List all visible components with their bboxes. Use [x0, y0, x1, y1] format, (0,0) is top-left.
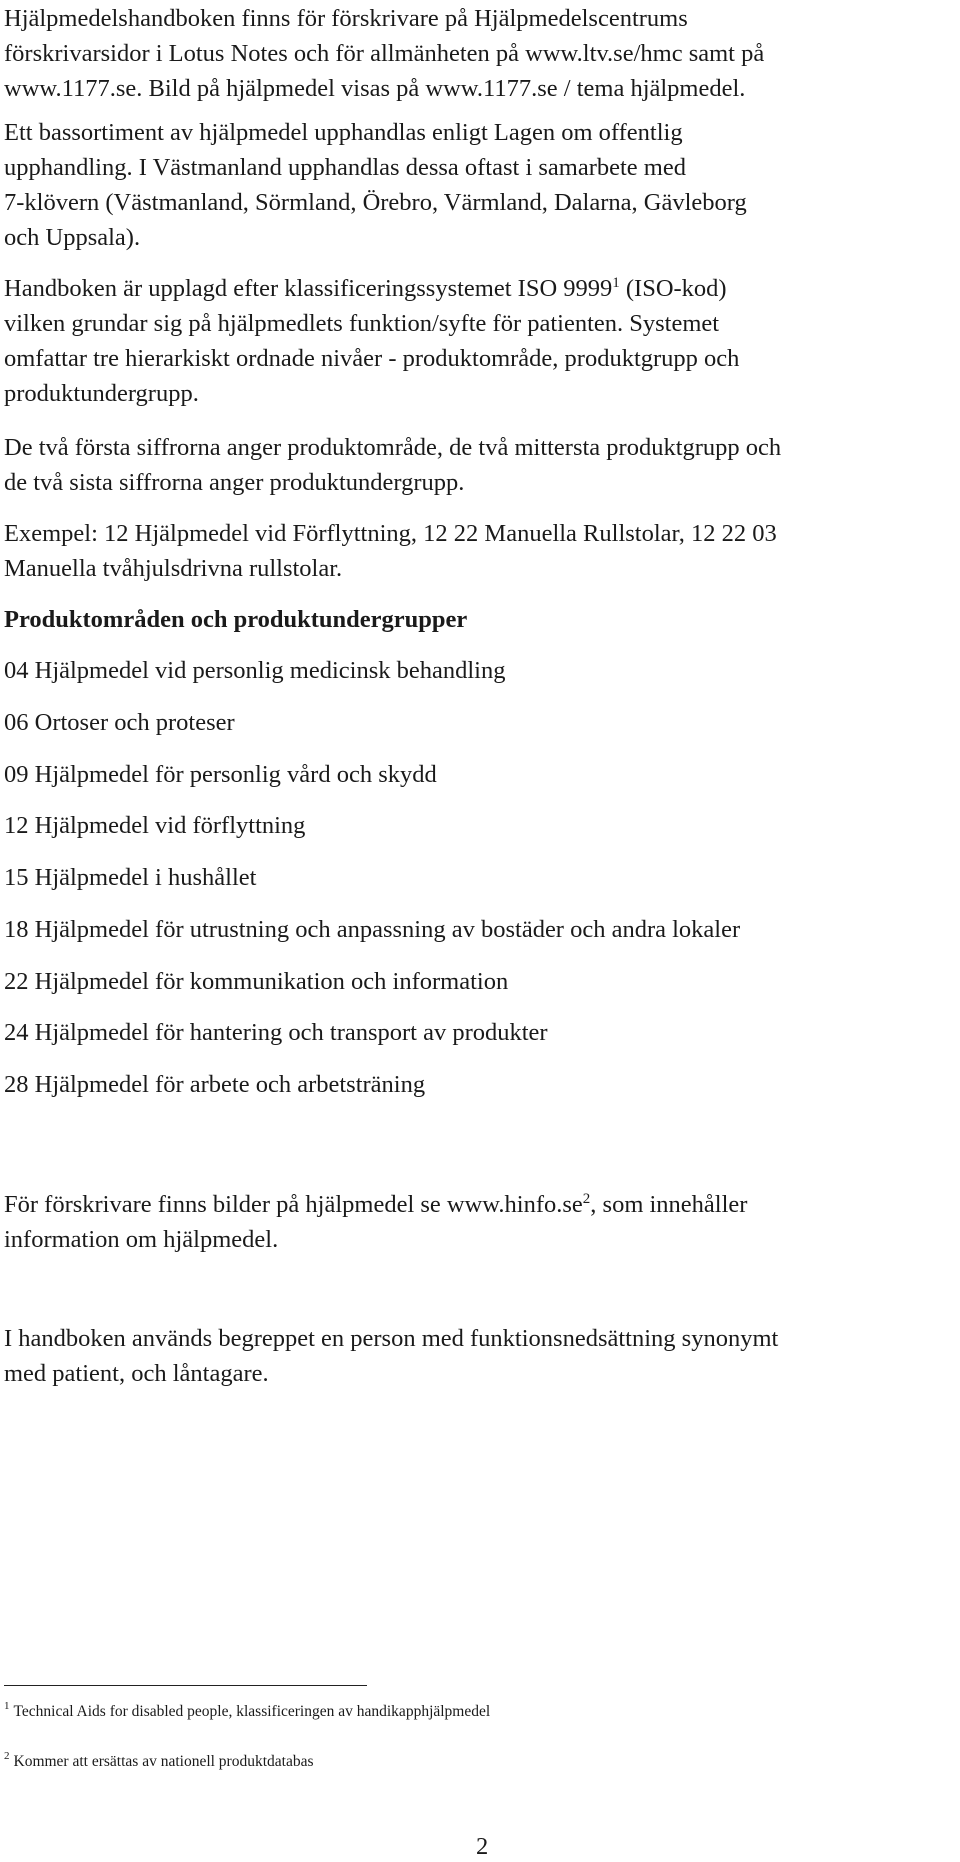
classification-text: (ISO-kod): [619, 275, 727, 302]
example-line: Manuella tvåhjulsdrivna rullstolar.: [4, 555, 343, 582]
terminology-line: med patient, och låntagare.: [4, 1360, 269, 1387]
category-item: 12 Hjälpmedel vid förflyttning: [4, 812, 306, 839]
classification-line: vilken grundar sig på hjälpmedlets funktion/syfte för patienten. Systemet: [4, 310, 720, 337]
page-number: 2: [476, 1833, 489, 1860]
category-item: 15 Hjälpmedel i hushållet: [4, 864, 257, 891]
classification-line: omfattar tre hierarkiskt ordnade nivåer - produktområde, produktgrupp och: [4, 345, 740, 372]
footnote: [4, 1702, 490, 1722]
terminology-paragraph: [4, 1321, 778, 1391]
intro-line: www.1177.se. Bild på hjälpmedel visas på www.1177.se / tema hjälpmedel.: [4, 75, 746, 102]
category-item: 22 Hjälpmedel för kommunikation och information: [4, 968, 509, 995]
example-paragraph: [4, 516, 777, 586]
footnote-mark: 1: [4, 1700, 10, 1712]
code-digits-line: De två första siffrorna anger produktområde, de två mittersta produktgrupp och: [4, 434, 782, 461]
classification-line: produktundergrupp.: [4, 380, 199, 407]
intro-paragraph: [4, 1, 764, 106]
footnote-divider: [4, 1685, 367, 1686]
category-item: 28 Hjälpmedel för arbete och arbetsträning: [4, 1071, 426, 1098]
intro-line: Hjälpmedelshandboken finns för förskrivare på Hjälpmedelscentrums: [4, 5, 688, 32]
code-digits-paragraph: [4, 430, 781, 500]
section-heading: Produktområden och produktundergrupper: [4, 606, 468, 633]
procurement-line: Ett bassortiment av hjälpmedel upphandlas enligt Lagen om offentlig: [4, 119, 683, 146]
example-line: Exempel: 12 Hjälpmedel vid Förflyttning, 12 22 Manuella Rullstolar, 12 22 03: [4, 520, 777, 547]
prescribers-text: , som innehåller: [590, 1191, 748, 1218]
procurement-line: upphandling. I Västmanland upphandlas dessa oftast i samarbete med: [4, 154, 686, 181]
footnote-text: Technical Aids for disabled people, klassificeringen av handikapphjälpmedel: [13, 1703, 491, 1720]
procurement-paragraph: [4, 115, 747, 255]
category-item: 09 Hjälpmedel för personlig vård och skydd: [4, 761, 437, 788]
category-item: 24 Hjälpmedel för hantering och transport av produkter: [4, 1019, 548, 1046]
category-item: 04 Hjälpmedel vid personlig medicinsk behandling: [4, 657, 506, 684]
classification-line: [4, 271, 739, 306]
category-item: 18 Hjälpmedel för utrustning och anpassning av bostäder och andra lokaler: [4, 916, 741, 943]
prescribers-paragraph: [4, 1187, 747, 1257]
classification-paragraph: [4, 271, 739, 411]
footnote-reference: 1: [612, 275, 620, 291]
category-item: 06 Ortoser och proteser: [4, 709, 235, 736]
terminology-line: I handboken används begreppet en person med funktionsnedsättning synonymt: [4, 1325, 779, 1352]
footnote-text: Kommer att ersättas av nationell produktdatabas: [13, 1753, 314, 1770]
prescribers-line: [4, 1187, 747, 1222]
prescribers-text: För förskrivare finns bilder på hjälpmedel se www.hinfo.se: [4, 1191, 583, 1218]
procurement-line: och Uppsala).: [4, 224, 141, 251]
classification-text: Handboken är upplagd efter klassificeringssystemet ISO 9999: [4, 275, 613, 302]
footnote-reference: 2: [582, 1191, 591, 1207]
intro-line: förskrivarsidor i Lotus Notes och för allmänheten på www.ltv.se/hmc samt på: [4, 40, 765, 67]
procurement-line: 7-klövern (Västmanland, Sörmland, Örebro, Värmland, Dalarna, Gävleborg: [4, 189, 747, 216]
prescribers-line: information om hjälpmedel.: [4, 1226, 279, 1253]
code-digits-line: de två sista siffrorna anger produktundergrupp.: [4, 469, 465, 496]
footnote-mark: 2: [4, 1750, 10, 1762]
footnote: [4, 1752, 314, 1772]
